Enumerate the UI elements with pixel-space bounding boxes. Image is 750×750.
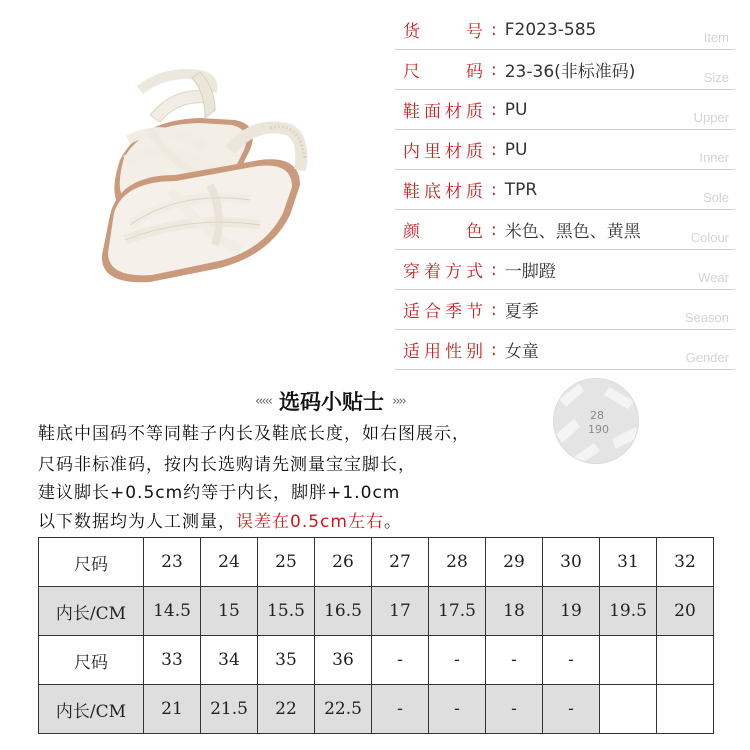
spec-label: 颜色: [403, 222, 483, 242]
table-cell: -: [486, 685, 543, 734]
spec-label: 货号: [403, 22, 483, 42]
product-image: [0, 0, 390, 380]
table-cell: [657, 636, 714, 685]
spec-colon: :: [491, 59, 497, 80]
table-cell: 33: [144, 636, 201, 685]
table-cell: 19: [543, 587, 600, 636]
size-table: [38, 537, 714, 734]
sole-size-mark: 28: [590, 409, 604, 422]
row-header: 内长/CM: [39, 587, 144, 636]
spec-colon: :: [491, 19, 497, 40]
tips-title-text: 选码小贴士: [279, 390, 384, 414]
spec-colon: :: [491, 179, 497, 200]
table-cell: 20: [657, 587, 714, 636]
spec-row: [395, 290, 735, 330]
spec-row: [395, 170, 735, 210]
tip-line-2: 尺码非标准码，按内长选购请先测量宝宝脚长，: [38, 455, 416, 475]
right-arrows: ››››: [392, 393, 405, 409]
table-cell: 23: [144, 538, 201, 587]
spec-colon: :: [491, 99, 497, 120]
sandal-illustration: [0, 0, 390, 380]
spec-row: [395, 330, 735, 370]
table-cell: 31: [600, 538, 657, 587]
table-row: [39, 636, 714, 685]
spec-table: [395, 10, 735, 370]
tip-line-4-end: 。: [383, 512, 402, 532]
spec-row: [395, 250, 735, 290]
sole-closeup-image: [553, 378, 639, 464]
tip-error-note: 误差在0.5cm左右: [236, 512, 384, 532]
spec-value: 米色、黑色、黄黑: [504, 222, 641, 242]
spec-row: [395, 10, 735, 50]
table-cell: 17.5: [429, 587, 486, 636]
spec-value: F2023-585: [504, 19, 597, 40]
table-cell: [657, 685, 714, 734]
spec-english-label: Gender: [685, 350, 729, 365]
row-header: 尺码: [39, 538, 144, 587]
table-cell: 28: [429, 538, 486, 587]
table-cell: -: [429, 636, 486, 685]
table-cell: 34: [201, 636, 258, 685]
tip-line-4: [38, 507, 402, 532]
spec-english-label: Item: [703, 30, 729, 45]
table-row: [39, 587, 714, 636]
spec-label: 适合季节: [403, 302, 483, 322]
spec-value: PU: [504, 99, 528, 120]
table-cell: 14.5: [144, 587, 201, 636]
sole-pattern: [554, 379, 638, 463]
table-cell: 26: [315, 538, 372, 587]
spec-row: [395, 210, 735, 250]
table-cell: 21.5: [201, 685, 258, 734]
table-cell: -: [372, 685, 429, 734]
table-cell: 15: [201, 587, 258, 636]
table-cell: 15.5: [258, 587, 315, 636]
table-cell: -: [372, 636, 429, 685]
spec-colon: :: [491, 219, 497, 240]
table-cell: 29: [486, 538, 543, 587]
table-cell: 16.5: [315, 587, 372, 636]
spec-value: TPR: [504, 179, 538, 200]
row-header: 内长/CM: [39, 685, 144, 734]
spec-value: 23-36(非标准码): [504, 62, 636, 82]
spec-english-label: Upper: [693, 110, 729, 125]
table-cell: -: [429, 685, 486, 734]
table-cell: 19.5: [600, 587, 657, 636]
table-cell: [600, 636, 657, 685]
tip-line-3: 建议脚长+0.5cm约等于内长，脚胖+1.0cm: [38, 483, 401, 503]
table-cell: 18: [486, 587, 543, 636]
spec-label: 鞋底材质: [403, 182, 483, 202]
table-cell: -: [486, 636, 543, 685]
spec-english-label: Colour: [690, 230, 729, 245]
spec-value: 女童: [504, 342, 539, 362]
spec-value: 一脚蹬: [504, 262, 556, 282]
spec-english-label: Inner: [699, 150, 729, 165]
table-cell: [600, 685, 657, 734]
tip-line-1: 鞋底中国码不等同鞋子内长及鞋底长度，如右图展示，: [38, 424, 470, 444]
sole-length-mark: 190: [588, 423, 609, 436]
table-cell: -: [543, 636, 600, 685]
table-cell: 36: [315, 636, 372, 685]
table-cell: 30: [543, 538, 600, 587]
spec-label: 鞋面材质: [403, 102, 483, 122]
spec-label: 穿着方式: [403, 262, 483, 282]
spec-row: [395, 90, 735, 130]
table-cell: -: [543, 685, 600, 734]
spec-colon: :: [491, 299, 497, 320]
spec-value: 夏季: [504, 302, 539, 322]
table-cell: 25: [258, 538, 315, 587]
table-row: [39, 685, 714, 734]
spec-value: PU: [504, 139, 528, 160]
spec-row: [395, 130, 735, 170]
table-row: [39, 538, 714, 587]
spec-label: 内里材质: [403, 142, 483, 162]
row-header: 尺码: [39, 636, 144, 685]
table-cell: 24: [201, 538, 258, 587]
spec-english-label: Size: [703, 70, 729, 85]
table-cell: 32: [657, 538, 714, 587]
table-cell: 17: [372, 587, 429, 636]
table-cell: 21: [144, 685, 201, 734]
spec-english-label: Season: [684, 310, 729, 325]
spec-row: [395, 50, 735, 90]
table-cell: 22.5: [315, 685, 372, 734]
spec-english-label: Sole: [702, 190, 729, 205]
spec-label: 适用性别: [403, 342, 483, 362]
table-cell: 22: [258, 685, 315, 734]
spec-colon: :: [491, 339, 497, 360]
spec-english-label: Wear: [698, 270, 729, 285]
left-arrows: ‹‹‹‹‹: [255, 393, 271, 409]
spec-label: 尺码: [403, 62, 483, 82]
spec-colon: :: [491, 259, 497, 280]
spec-colon: :: [491, 139, 497, 160]
tips-title: [255, 386, 405, 416]
table-cell: 27: [372, 538, 429, 587]
table-cell: 35: [258, 636, 315, 685]
tip-line-4-start: 以下数据均为人工测量，: [38, 512, 236, 532]
